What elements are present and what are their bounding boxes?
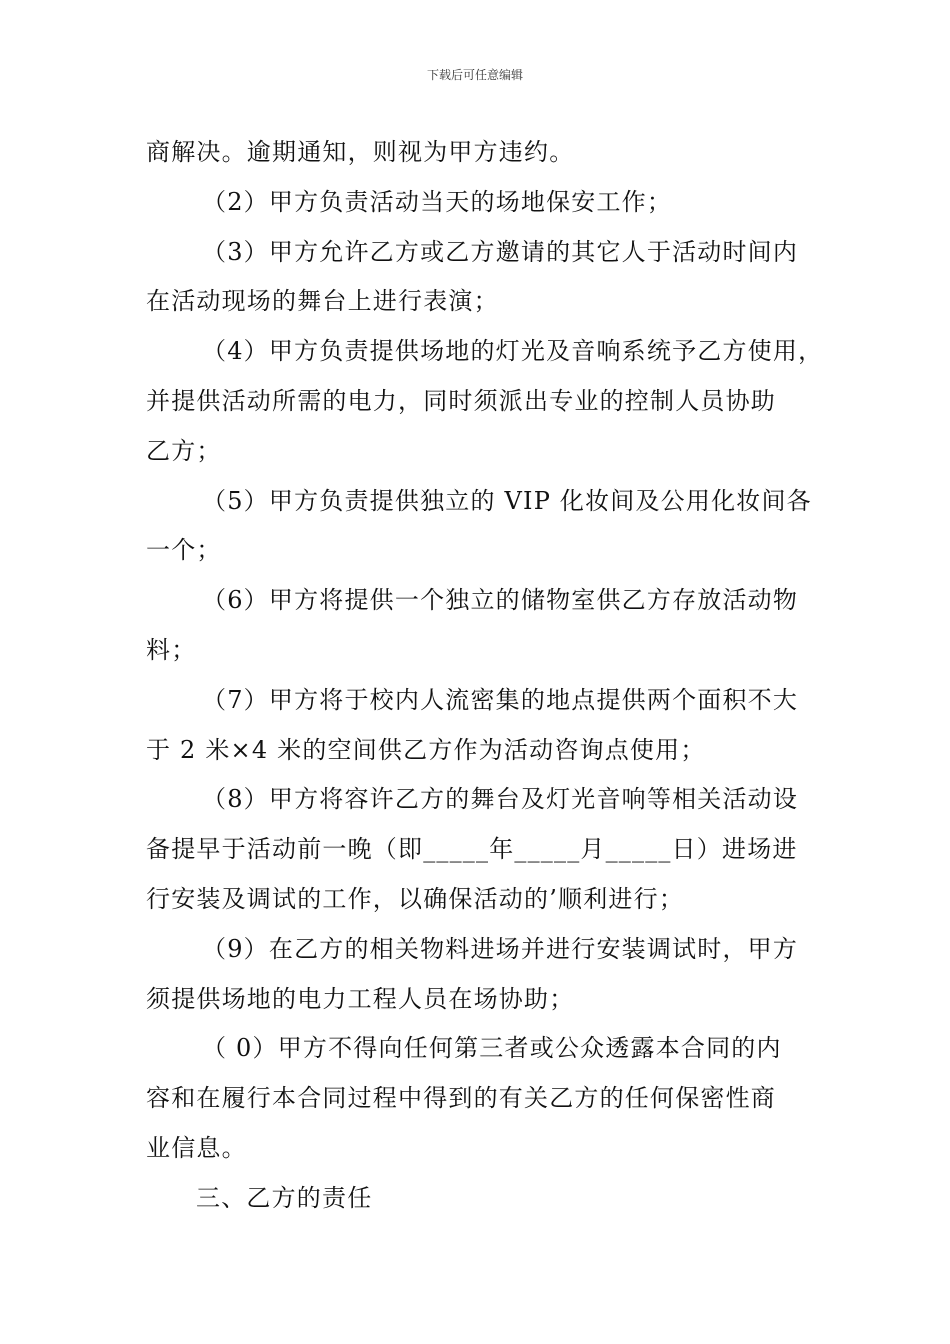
paragraph-line: 容和在履行本合同过程中得到的有关乙方的任何保密性商: [146, 1084, 776, 1113]
section-heading: 三、乙方的责任: [196, 1183, 373, 1212]
paragraph-line: 于 2 米×4 米的空间供乙方作为活动咨询点使用；: [146, 735, 706, 764]
paragraph-line: 须提供场地的电力工程人员在场协助；: [146, 984, 575, 1013]
page-header: 下载后可任意编辑: [426, 68, 523, 82]
paragraph-line: （4）甲方负责提供场地的灯光及音响系统予乙方使用，: [202, 337, 824, 366]
paragraph-line: 业信息。: [146, 1133, 247, 1162]
paragraph-line: （ 0）甲方不得向任何第三者或公众透露本合同的内: [202, 1034, 782, 1063]
paragraph-line: （2）甲方负责活动当天的场地保安工作；: [202, 187, 673, 216]
paragraph-line: 备提早于活动前一晚（即_____年_____月_____日）进场进: [146, 835, 798, 864]
paragraph-line: （8）甲方将容许乙方的舞台及灯光音响等相关活动设: [202, 785, 799, 814]
paragraph-line: 行安装及调试的工作，以确保活动的’顺利进行；: [146, 884, 685, 913]
paragraph-line: （9）在乙方的相关物料进场并进行安装调试时，甲方: [202, 934, 799, 963]
paragraph-line: 在活动现场的舞台上进行表演；: [146, 287, 499, 316]
paragraph-line: 并提供活动所需的电力，同时须派出专业的控制人员协助: [146, 386, 776, 415]
paragraph-line: 料；: [146, 635, 197, 664]
paragraph-line: 乙方；: [146, 436, 222, 465]
paragraph-line: （5）甲方负责提供独立的 VIP 化妆间及公用化妆间各: [202, 486, 812, 515]
paragraph-line: （3）甲方允许乙方或乙方邀请的其它人于活动时间内: [202, 237, 799, 266]
paragraph-line: 商解决。逾期通知，则视为甲方违约。: [146, 138, 575, 166]
paragraph-line: （7）甲方将于校内人流密集的地点提供两个面积不大: [202, 685, 799, 714]
paragraph-line: 一个；: [146, 536, 222, 565]
document-body: [146, 128, 826, 1224]
paragraph-line: （6）甲方将提供一个独立的储物室供乙方存放活动物: [202, 586, 799, 615]
